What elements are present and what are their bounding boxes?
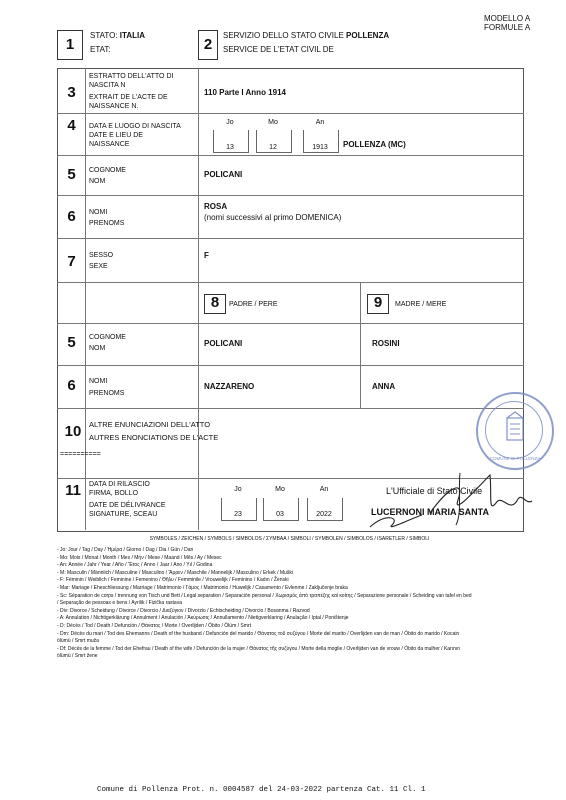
label-line: DATA E LUOGO DI NASCITA [89,123,181,130]
label-line: DATE E LIEU DE [89,132,143,139]
service-value: POLLENZA [346,31,390,40]
mother-header: MADRE / MERE [395,301,447,308]
symbol-line: - Dm: Décès du mari / Tod des Ehemanns / Death of the husband / Defunción del marido / Θάνατος τοῦ συζύγου / Morte del marito / Overlijden van de man / Óbito do marido / Kocain [57,630,460,637]
given-name: ROSA [204,202,228,211]
symbols-title: SYMBOLES / ZEICHEN / SYMBOLS / SIMBOLOS / ΣΥΜΒΑΑ / SIMBOLI / SYMBOLEN / SIMBOLOS / ISARETLER / SIMBOLI [149,536,430,542]
label-line: SESSO [89,252,114,259]
father-surname: POLICANI [204,339,243,348]
symbol-line: - M: Masculin / Männlich / Masculine / Masculino / Ἄρρεν / Maschile / Mannelijk / Masculino / Erkek / Muški [57,569,293,576]
other-statements-note: ========== [60,451,101,458]
symbol-line: - F: Féminin / Weiblich / Feminine / Femenino / Θῆλυ / Femminile / Vrouwelijk / Feminino / Kadın / Ženski [57,577,289,584]
symbol-line: - Jo: Jour / Tag / Day / Ἡμέρα / Giorno / Dag / Dia / Gün / Dan [57,547,194,553]
surname-value: POLICANI [204,170,243,179]
surname-label [89,166,126,186]
birth-year: 1913 [312,144,328,151]
symbol-line: - D: Décès / Tod / Death / Defunción / Θάνατος / Morte / Overlijden / Óbito / Ölüm / Smrt [57,622,251,629]
label-line: PRENOMS [89,390,125,397]
label-line: AUTRES ENONCIATIONS DE L'ACTE [89,433,219,442]
protocol-footer: Comune di Pollenza Prot. n. 0004587 del 24-03-2022 partenza Cat. 11 Cl. 1 [97,786,426,794]
birth-date-label [89,122,181,149]
day-label: Jo [234,486,242,493]
field-number: 5 [67,334,76,351]
birth-day: 13 [226,144,234,151]
label-line: PRENOMS [89,220,125,227]
given-names-label [89,208,124,228]
symbol-line: - An: Année / Jahr / Year / Año / Ἔτος / Anno / Jaar / Ano / Yıl / Godina [57,562,213,569]
given-names-note: (nomi successivi al primo DOMENICA) [204,213,342,222]
label-line: NOMI [89,378,108,385]
year-label: An [315,119,325,126]
month-label: Mo [275,486,285,493]
issue-year: 2022 [316,511,332,518]
label-line: ALTRE ENUNCIAZIONI DELL'ATTO [89,420,211,429]
father-name: NAZZARENO [204,382,255,391]
given-names-value [204,201,341,223]
parent-names-label [89,377,124,398]
issue-day: 23 [234,511,242,518]
label-line: SIGNATURE, SCEAU [89,511,158,518]
officer-title: L'Ufficiale di Stato Civile [386,486,483,496]
birth-place: POLLENZA (MC) [343,140,406,149]
symbol-line: - Mar: Mariage / Eheschliessung / Marriage / Matrimonio / Γάμος / Matrimonio / Huwelijk / Casamento / Evlenme / Zaključenje braka [57,584,348,591]
parent-surname-label [89,333,126,353]
field-number: 2 [203,36,213,53]
issue-date-label [89,480,166,519]
service-label-text: SERVIZIO DELLO STATO CIVILE [223,31,344,40]
state-value: ITALIA [119,31,145,40]
form-label: FORMULE A [484,23,531,32]
label-line: NOM [89,178,106,185]
label-line: NOM [89,345,106,352]
field-number: 6 [67,208,76,225]
field-number: 1 [65,36,75,53]
field-number: 8 [210,294,220,311]
symbols-legend [57,547,472,661]
symbol-line: - Sc: Séparation de corps / trennung von Tisch und Bett / Legal separation / Separación personal / Χωρισμός ἀπὸ τραπέζης καὶ κοίτης / Separazione personale / Scheiding van tafel en bed [57,592,472,599]
label-line: NASCITA N [89,82,126,89]
issue-month: 03 [276,511,284,518]
symbol-line: / Separação de pessoas e bens / Ayrilik / Fizička rastava [57,600,182,607]
other-statements-label [89,418,218,444]
label-line: DATE DE DÉLIVRANCE [89,502,166,509]
field-number: 11 [65,482,81,499]
birth-extract-label [89,72,173,111]
symbol-line: - A: Annulation / Nichtigerklärung / Annulment / Anulación / Ἀκύρωσις / Annullamento / Nietigverklaring / Anulação / Iptal / Poništenje [57,615,349,622]
field-number: 5 [67,166,76,183]
mother-name: ANNA [372,382,396,391]
symbol-line: - Df: Décès de la femme / Tod der Ehefrau / Death of the wife / Defunción de la mujer / Θάνατος τῆς συζύγου / Morte della moglie / Overlijden van de vrouw / Óbito da mulher / Karının [57,645,461,652]
stamp-text: COMUNE DI POLLENZA [489,456,541,461]
label-line: EXTRAIT DE L'ACTE DE [89,94,168,101]
label-line: NAISSANCE N. [89,103,139,110]
officer-name: LUCERNONI MARIA SANTA [371,507,489,517]
field-number: 7 [67,253,76,270]
field-number: 3 [67,84,76,101]
act-number: 110 Parte I Anno 1914 [204,88,286,97]
label-line: NOMI [89,209,108,216]
sex-value: F [204,251,209,260]
field-number: 4 [67,117,76,134]
symbol-line: - Mo: Mois / Monat / Month / Mes / Μήν / Mese / Maand / Mês / Ay / Mesec [57,554,222,561]
day-label: Jo [226,119,234,126]
birth-month: 12 [269,144,277,151]
month-label: Mo [268,119,278,126]
service-label [223,31,389,40]
year-label: An [319,486,329,493]
service-label-fr: SERVICE DE L'ETAT CIVIL DE [223,45,334,54]
field-number: 6 [67,377,76,394]
label-line: SEXE [89,263,108,270]
symbol-line: ölümü / Smrt žene [57,653,98,660]
state-label-text: STATO: [90,31,118,40]
label-line: DATA DI RILASCIO [89,481,150,488]
state-label-fr: ETAT: [90,45,111,54]
symbol-line: - Div: Divorce / Scheidung / Divorce / Divorcio / Διαζύγιον / Divorzio / Echtscheiding / Divorcio / Bosanma / Razvod [57,607,310,614]
label-line: COGNOME [89,167,126,174]
field-number: 9 [373,294,383,311]
label-line: FIRMA, BOLLO [89,490,139,497]
label-line: NAISSANCE [89,141,130,148]
state-label [90,31,145,40]
symbol-line: ölümü / Smrt muža [57,638,99,645]
sex-label [89,251,113,271]
label-line: COGNOME [89,334,126,341]
mother-surname: ROSINI [372,339,400,348]
label-line: ESTRATTO DELL'ATTO DI [89,73,174,80]
father-header: PADRE / PERE [229,301,278,308]
official-stamp [476,392,554,470]
field-number: 10 [64,423,82,440]
model-label: MODELLO A [484,14,531,23]
